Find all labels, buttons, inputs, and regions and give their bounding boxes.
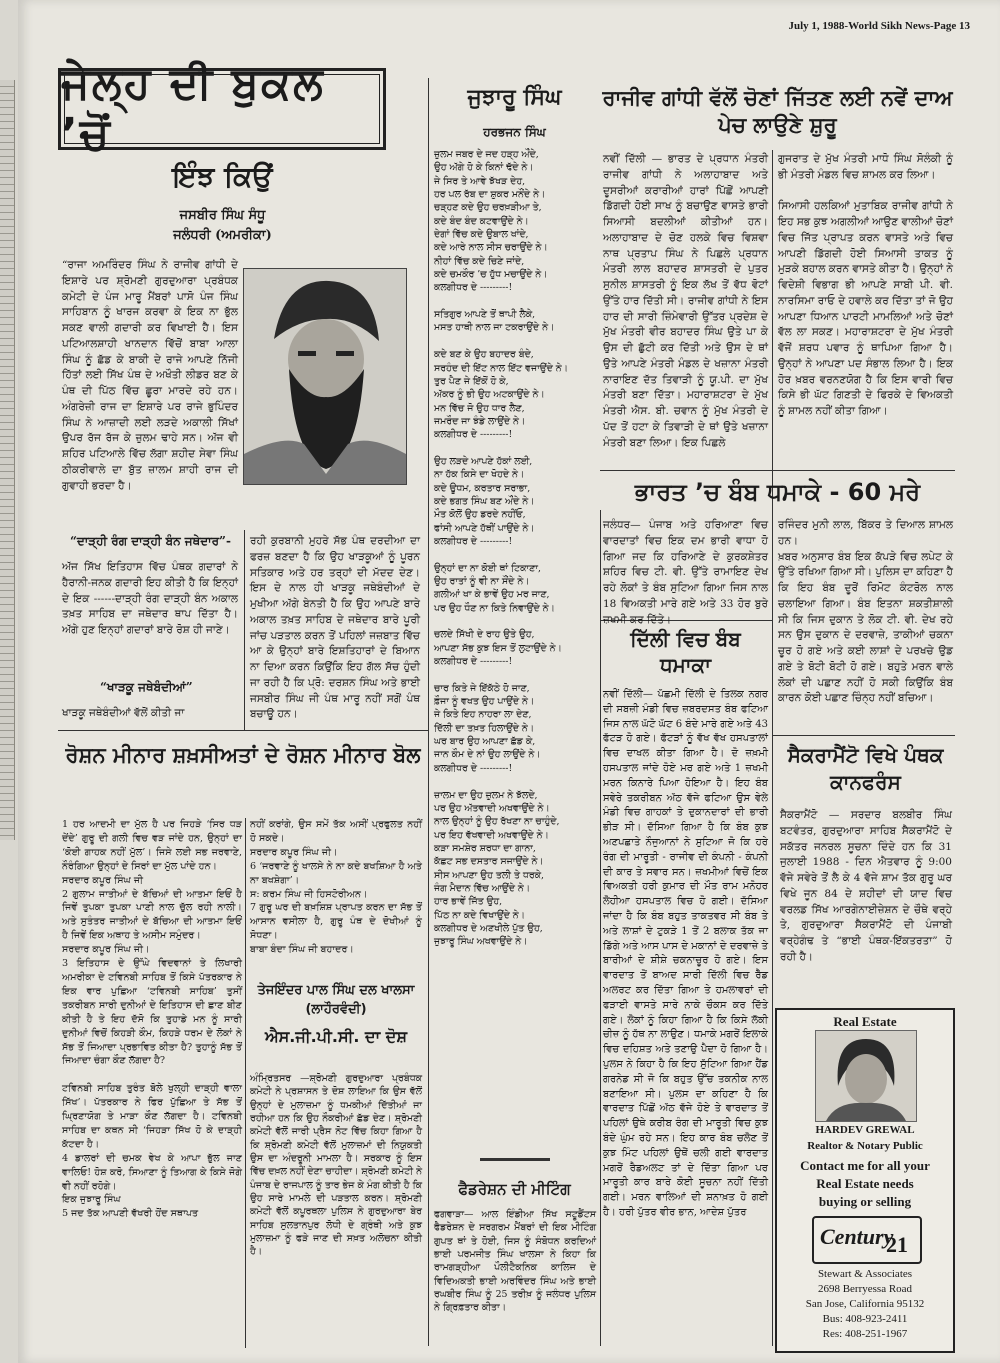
ad-address-2: San Jose, California 95132 xyxy=(805,1298,925,1310)
article7-headline: ਤੇਜਇੰਦਰ ਪਾਲ ਸਿੰਘ ਦਲ ਖਾਲਸਾ (ਲਾਹੌਰਵੰਦੀ) xyxy=(257,983,415,1017)
article2-column-2: ਗੁਜਰਾਤ ਦੇ ਮੁੱਖ ਮੰਤਰੀ ਮਾਧੋ ਸਿੰਘ ਸੋਲੰਕੀ ਨੂੰ ਭੀ ਮੰਤਰੀ ਮੰਡਲ ਵਿਚ ਸ਼ਾਮਲ ਕਰ ਲਿਆ। ਸਿਆਸੀ ਹਲਕਿਆਂ ਮੁਤਾਬਿਕ ਰਾਜੀਵ ਗਾਂਧੀ ਨੇ ਇਹ ਸਭ ਕੁਝ ਅਗਲੀਆਂ ਆਉਣ ਵਾਲੀਆਂ ਚੋਣਾਂ ਵਿਚ ਜਿੱਤ ਪ੍ਰਾਪਤ ਕਰਨ ਵਾਸਤੇ ਅਤੇ ਵਿਚ ਆਪਣੀ ਡਿੱਗਦੀ ਹੋਈ ਸਿਆਸੀ ਤਾਕਤ ਨੂੰ ਮੁੜਕੇ ਬਹਾਲ ਕਰਨ ਵਾਸਤੇ ਕੀਤਾ ਹੈ। ਉਨ੍ਹਾਂ ਨੇ ਵਿਦੇਸ਼ੀ ਵਿਭਾਗ ਭੀ ਆਪਣੇ ਸਾਬੀ ਪੀ. ਵੀ. ਨਾਰਸਿਮਾ ਰਾਓ ਦੇ ਹਵਾਲੇ ਕਰ ਦਿੱਤਾ ਤਾਂ ਜੋ ਉਹ ਆਪਣਾ ਧਿਆਨ ਪਾਰਟੀ ਮਾਮਲਿਆਂ ਅਤੇ ਚੋਣਾਂ ਵੱਲ ਲਾ ਸਕਣ। ਮਹਾਰਾਸ਼ਟਰਾ ਦੇ ਮੁੱਖ ਮੰਤਰੀ ਵੱਜੋਂ ਸ਼ਰਧ ਪਵਾਰ ਨੂੰ ਥਾਪਿਆ ਗਿਆ ਹੈ। ਉਨ੍ਹਾਂ ਨੇ ਆਪਣਾ ਪਦ ਸੰਭਾਲ ਲਿਆ ਹੈ। ਇਕ ਹੋਰ ਖ਼ਬਰ ਵਰਨਣਯੋਗ ਹੈ ਕਿ ਇਸ ਵਾਰੀ ਵਿਚ ਕਿਸੇ ਭੀ ਘੱਟ ਗਿਣਤੀ ਦੇ ਫਿਰਕੇ ਦੇ ਵਿਅਕਤੀ ਨੂੰ ਸ਼ਾਮਲ ਨਹੀਂ ਕੀਤਾ ਗਿਆ। xyxy=(778,153,953,417)
article3-column-1: ਜਲੰਧਰ— ਪੰਜਾਬ ਅਤੇ ਹਰਿਆਣਾ ਵਿਚ ਵਾਰਦਾਤਾਂ ਵਿਚ ਇਕ ਦਮ ਭਾਰੀ ਵਾਧਾ ਹੋ ਗਿਆ ਜਦ ਕਿ ਹਰਿਆਣੇ ਦੇ ਕੁਰਕਸ਼ੇਤਰ ਸ਼ਹਿਰ ਵਿਚ ਟੀ. ਵੀ. ਉੱਤੇ ਰਾਮਾਇਣ ਦੇਖ ਰਹੇ ਲੋਕਾਂ ਤੇ ਬੰਬ ਸੁਟਿਆ ਗਿਆ ਜਿਸ ਨਾਲ 18 ਵਿਅਕਤੀ ਮਾਰੇ ਗਏ ਅਤੇ 33 ਹੋਰ ਬੁਰੇ ਜ਼ਖਮੀ ਕਰ ਦਿੱਤੇ। xyxy=(603,519,768,626)
ad-agent-title: Realtor & Notary Public xyxy=(807,1140,923,1152)
article1-headline: ਇੰਝ ਕਿਉਂ xyxy=(172,160,273,193)
author-photo xyxy=(243,268,407,485)
logo-number: 21 xyxy=(886,1232,908,1257)
article7-body: ਅੰਮ੍ਰਿਤਸਰ —ਸ਼੍ਰੋਮਣੀ ਗੁਰਦੁਆਰਾ ਪ੍ਰਬੰਧਕ ਕਮੇਟੀ ਨੇ ਪ੍ਰਸ਼ਾਸਨ ਤੇ ਦੋਸ਼ ਲਾਇਆ ਕਿ ਉਸ ਵੱਲੋਂ ਉਨ੍ਹਾਂ ਦੇ ਮੁਲਾਜ਼ਮਾ ਨੂੰ ਧਮਕੀਆਂ ਦਿੱਤੀਆਂ ਜਾ ਰਹੀਆ ਹਨ ਕਿ ਉਹ ਨੌਕਰੀਆਂ ਛੱਡ ਦੇਣ। ਸ਼੍ਰੋਮਣੀ ਕਮੇਟੀ ਵੱਲੋਂ ਜਾਰੀ ਪ੍ਰੈਸ ਨੋਟ ਵਿੱਚ ਕਿਹਾ ਗਿਆ ਹੈ ਕਿ ਸ਼੍ਰੋਮਣੀ ਕਮੇਟੀ ਵੱਲੋਂ ਮੁਲਾਜ਼ਮਾਂ ਦੀ ਨਿਯੁਕਤੀ ਉਸ ਦਾ ਅੰਦਰੂਨੀ ਮਾਮਲਾ ਹੈ। ਸਰਕਾਰ ਨੂੰ ਇਸ ਵਿੱਚ ਦਖ਼ਲ ਨਹੀਂ ਦੇਣਾ ਚਾਹੀਦਾ। ਸ਼੍ਰੋਮਣੀ ਕਮੇਟੀ ਨੇ ਪੰਜਾਬ ਦੇ ਰਾਜਪਾਲ ਨੂੰ ਤਾਰ ਭੇਜ ਕੇ ਮੰਗ ਕੀਤੀ ਹੈ ਕਿ ਉਹ ਸਾਰੇ ਮਾਮਲੇ ਦੀ ਪੜਤਾਲ ਕਰਨ। ਸ਼੍ਰੋਮਣੀ ਕਮੇਟੀ ਵੱਲੋਂ ਕਪੂਰਥਲਾ ਪੁਲਿਸ ਨੇ ਗੁਰਦੁਆਰਾ ਬੇਰ ਸਾਹਿਬ ਸੁਲਤਾਨਪੁਰ ਲੋਧੀ ਦੇ ਗ੍ਰੰਥੀ ਅਤੇ ਕੁਝ ਮੁਲਾਜ਼ਮਾ ਨੂੰ ਫੜੇ ਜਾਣ ਦੀ ਸਖ਼ਤ ਅਲੋਚਨਾ ਕੀਤੀ ਹੈ। xyxy=(250,1073,422,1258)
column-divider xyxy=(244,530,245,730)
article5-body: ਸੈਕਰਾਮੈਂਟੋ — ਸਰਦਾਰ ਬਲਬੀਰ ਸਿੰਘ ਬਟਵੰਤਰ, ਗੁਰਦੁਆਰਾ ਸਾਹਿਬ ਸੈਕਰਾਮੈਂਟੋ ਦੇ ਸਕੱਤਰ ਜਨਰਲ ਸੂਚਨਾ ਦਿੰਦੇ ਹਨ ਕਿ 31 ਜੁਲਾਈ 1988 - ਦਿਨ ਐਤਵਾਰ ਨੂੰ 9:00 ਵੱਜੇ ਸਵੇਰੇ ਤੋਂ ਲੈ ਕੇ 4 ਵੱਜੇ ਸ਼ਾਮ ਤੱਕ ਗੁਰੂ ਘਰ ਵਿਖੇ ਜੂਨ 84 ਦੇ ਸ਼ਹੀਦਾਂ ਦੀ ਯਾਦ ਵਿਚ ਵਰਲਡ ਸਿੱਖ ਆਰਗੇਨਾਈਜ਼ੇਸ਼ਨ ਦੇ ਚੌਥੇ ਵਰ੍ਹੇ ਤੇ, ਗੁਰਦੁਆਰਾ ਸੈਕਰਾਮੈਂਟੋ ਦੀ ਪੰਜਾਬੀ ਵਰ੍ਹੇਗੰਢ ਤੇ “ਭਾਈ ਪੰਥਕ-ਇੱਕਤਰਤਾ” ਹੋ ਰਹੀ ਹੈ। xyxy=(780,809,952,963)
article1-subhead-2: “ਖਾੜਕੂ ਜਥੇਬੰਦੀਆਂ” xyxy=(100,680,193,694)
poem-text: ਜ਼ੁਲਮ ਜਬਰ ਦੇ ਜਦ ਹੜ੍ਹ ਔਂਦੇ, ਉਹ ਅੱਗੇ ਹੋ ਕੇ ਕਿਨਾਂ ਢੱਦੇ ਨੇ। ਜੇ ਸਿਰ ਤੇ ਆਵੇ ਝੱਖੜ ਦੇਹ, ਹਰ ਪਲ ਰੱਬ ਦਾ ਸ਼ੁਕਰ ਮਨੌਂਦੇ ਨੇ। ਚੜ੍ਹਣ ਕਦੇ ਉਹ ਚਰਖ਼ੜੀਆ ਤੇ, ਕਦੇ ਬੰਦ ਬੰਦ ਕਟਵਾਉਂਦੇ ਨੇ। ਦੇਗਾਂ ਵਿੱਚ ਕਦੇ ਉਬਾਲ ਖਾਂਦੇ, ਕਦੇ ਆਰੇ ਨਾਲ ਸੀਸ ਚਰਾਉਂਦੇ ਨੇ। ਨੀਹਾਂ ਵਿੱਚ ਕਦੇ ਚਿਣੇ ਜਾਂਦੇ, ਕਦੇ ਚਮਕੌਰ ’ਚ ਹੁੱਧ ਮਚਾਉਂਦੇ ਨੇ। ਕਲਗੀਧਰ ਦੇ ---------! ਸਤਿਗੁਰ ਆਪਣੇ ਤੋਂ ਥਾਪੀ ਲੈਕੇ, ਮਸਤ ਹਾਥੀ ਨਾਲ ਜਾ ਟਕਰਾਉਂਦੇ ਨੇ। ਕਦੇ ਬਣ ਕੇ ਉਹ ਬਹਾਦਰ ਬੰਦੇ, ਸਰਹੰਦ ਦੀ ਇੱਟ ਨਾਲ ਇੱਟ ਵਜਾਉਂਦੇ ਨੇ। ਤੁਰ ਪੈਣ ਜੇ ਇੱਕੋਂ ਹੋ ਕੇ, ਅੱਕਰ ਨੂੰ ਭੀ ਉਹ ਅਟਕਾਉਂਦੇ ਨੇ। ਮਨ ਵਿੱਚ ਜੋ ਉਹ ਧਾਰ ਲੈਣ, ਜਮਰੌਦ ਜਾ ਝੰਡੇ ਲਾਉਂਦੇ ਨੇ। ਕਲਗੀਧਰ ਦੇ ---------! ਉਹ ਲੜਦੇ ਆਪਣੇ ਹੱਕਾਂ ਲਈ, ਨਾ ਹੱਕ ਕਿਸੇ ਦਾ ਖੋਹਦੇ ਨੇ। ਕਦੇ ਊਧਮ, ਕਰਤਾਰ ਸਰਾਭਾ, ਕਦੇ ਭਗਤ ਸਿੰਘ ਬਣ ਔਂਦੇ ਨੇ। ਮੌਤ ਕੋਲੋਂ ਉਹ ਡਰਦੇ ਨਹੀਂਓ, ਫਾਂਸੀ ਆਪਣੇ ਹੱਥੀਂ ਪਾਉਂਦੇ ਨੇ। ਕਲਗੀਧਰ ਦੇ ---------! ਉਨ੍ਹਾਂ ਦਾ ਨਾ ਕੋਈ ਥਾਂ ਟਿਕਾਣਾ, ਉਹ ਰਾਤਾਂ ਨੂੰ ਵੀ ਨਾ ਸੌਂਦੇ ਨੇ। ਗਲੀਆਂ ਖਾ ਕੇ ਭਾਵੇਂ ਉਹ ਮਰ ਜਾਣ, ਪਰ ਉਹ ਧੌਣ ਨਾ ਕਿਤੇ ਨਿਵਾਉਂਦੇ ਨੇ। ਚਲਦੇ ਸਿੱਖੀ ਦੇ ਰਾਹ ਉਤੇ ਉਹ, ਆਪਣਾ ਸੱਭ ਕੁਝ ਇਸ ਤੋਂ ਲੁਟਾਉਂਦੇ ਨੇ। ਕਲਗੀਧਰ ਦੇ ---------! ਚਾਰ ਕਿਤੇ ਜੇ ਇੱਕੱਠੇ ਹੋ ਜਾਣ, ਫ਼ੌਜਾ ਨੂੰ ਵਖਤ ਉਹ ਪਾਉਂਦੇ ਨੇ। ਜੇ ਕਿਤੇ ਇਹ ਨਾਹਰਾ ਲਾ ਦੇਣ, ਦਿੱਲੀ ਦਾ ਤਖ਼ਤ ਹਿਲਾਉਂਦੇ ਨੇ। ਘਰ ਬਾਰ ਉਹ ਆਪਣਾ ਛੱਡ ਕੇ, ਜਾਨ ਕੌਮ ਦੇ ਨਾਂ ਉਹ ਲਾਉਂਦੇ ਨੇ। ਕਲਗੀਧਰ ਦੇ ---------! ਜ਼ਾਲਮ ਦਾ ਉਹ ਜ਼ੁਲਮ ਨੇ ਝੱਲਦੇ, ਪਰ ਉਹ ਅੱਤਵਾਦੀ ਅਖਵਾਉਂਦੇ ਨੇ। ਨਾਲ ਉਨ੍ਹਾਂ ਨੂੰ ਉਹ ਰੱਖਣਾ ਨਾ ਚਾਹੁੰਦੇ, ਪਰ ਇਹ ਵੱਖਵਾਦੀ ਅਖਵਾਉਂਦੇ ਨੇ। ਕੜਾ ਸਮਸ਼ੇਰ ਸ਼ਰਧਾ ਦਾ ਗਾਨਾ, ਕੱਛਟ ਸਭ ਦਸਤਾਰ ਸਜਾਉਂਦੇ ਨੇ। ਸੀਸ ਆਪਣਾ ਉਹ ਤਲੀ ਤੇ ਧਰਕੇ, ਜੰਗ ਮੈਦਾਨ ਵਿੱਚ ਆਉਂਦੇ ਨੇ। ਹਾਰ ਭਾਵੇਂ ਜਿੱਤ ਉਹ, ਪਿੱਠ ਨਾ ਕਦੇ ਵਿਖਾਉਂਦੇ ਨੇ। ਕਲਗੀਧਰ ਦੇ ਅਣਖੀਲੇ ਪੁੱਤ ਉਹ, ਜੁਝਾਰੂ ਸਿੰਘ ਅਖਵਾਉਂਦੇ ਨੇ। xyxy=(434,149,568,948)
column-masthead: ਜੇਲ੍ਹ ਦੀ ਬੁਕਲ ’ਚੋਂ xyxy=(58,68,386,150)
logo-text: Century xyxy=(820,1224,894,1249)
article1-subhead-1: “ਦਾੜ੍ਹੀ ਰੰਗ ਦਾੜ੍ਹੀ ਬੰਨ ਜਥੇਦਾਰ”- xyxy=(70,534,231,548)
article1-body: “ਰਾਜਾ ਅਮਰਿੰਦਰ ਸਿੰਘ ਨੇ ਰਾਜੀਵ ਗਾਂਧੀ ਦੇ ਇਸ਼ਾਰੇ ਪਰ ਸ਼੍ਰੋਮਣੀ ਗੁਰਦੁਆਰਾ ਪ੍ਰਬੰਧਕ ਕਮੇਟੀ ਦੇ ਪੰਜ ਮਾਰੂ ਮੈਂਬਰਾਂ ਪਾਸੋ ਪੰਜ ਸਿੰਘ ਸਾਹਿਬਾਨ ਨੂੰ ਖਾਰਜ ਕਰਵਾ ਕੇ ਇਕ ਨਾ ਭੁੱਲ ਸਕਣ ਵਾਲੀ ਗਦਾਰੀ ਕਰ ਵਿਖਾਈ ਹੈ। ਇਸ ਪਟਿਆਲਸ਼ਾਹੀ ਖਾਨਦਾਨ ਵਿੱਚੋਂ ਬਾਬਾ ਆਲਾ ਸਿੰਘ ਨੂੰ ਛੱਡ ਕੇ ਬਾਕੀ ਦੇ ਰਾਜੇ ਆਪਣੇ ਨਿੱਜੀ ਹਿੱਤਾਂ ਲਈ ਸਿੱਖ ਪੰਥ ਦੇ ਅਖੌਤੀ ਲੀਡਰ ਬਣ ਕੇ ਪੰਥ ਦੀ ਪਿੱਠ ਵਿੱਚ ਛੂਰਾ ਮਾਰਦੇ ਰਹੇ ਹਨ। ਅੰਗਰੇਜ਼ੀ ਰਾਜ ਦਾ ਇਸ਼ਾਰੇ ਪਰ ਰਾਜੇ ਭੁਪਿੰਦਰ ਸਿੰਘ ਨੇ ਆਜ਼ਾਦੀ ਲਈ ਲੜਦੇ ਅਕਾਲੀ ਸਿੱਖਾਂ ਉਪਰ ਰੱਜ ਰੱਜ ਕੇ ਜ਼ੁਲਮ ਢਾਹੇ ਸਨ। ਅੱਜ ਵੀ ਸ਼ਹਿਰ ਪਟਿਆਲੇ ਵਿੱਚ ਲੱਗਾ ਸ਼ਹੀਦ ਸੇਵਾ ਸਿੰਘ ਠੀਕਰੀਵਾਲੇ ਦਾ ਬੁੱਤ ਜ਼ਾਲਮ ਸ਼ਾਹੀ ਰਾਜ ਦੀ ਗੁਵਾਹੀ ਭਰਦਾ ਹੈ। xyxy=(62,259,238,492)
column-divider xyxy=(600,510,601,1346)
ad-line-3: buying or selling xyxy=(818,1194,912,1209)
section-divider xyxy=(58,730,428,731)
article2-column-1: ਨਵੀਂ ਦਿੱਲੀ — ਭਾਰਤ ਦੇ ਪ੍ਰਧਾਨ ਮੰਤਰੀ ਰਾਜੀਵ ਗਾਂਧੀ ਨੇ ਅਲਾਹਾਬਾਦ ਅਤੇ ਦੂਸਰੀਆਂ ਕਰਾਰੀਆਂ ਹਾਰਾਂ ਪਿੱਛੋਂ ਆਪਣੀ ਡਿੱਗਦੀ ਹੋਈ ਸਾਖ ਨੂੰ ਬਚਾਉਣ ਵਾਸਤੇ ਭਾਰੀ ਸਿਆਸੀ ਬਦਲੀਆਂ ਕੀਤੀਆਂ ਹਨ। ਅਲਾਹਾਬਾਦ ਦੇ ਚੋਣ ਹਲਕੇ ਵਿਚ ਵਿਸ਼ਵਾ ਨਾਥ ਪ੍ਰਤਾਪ ਸਿੰਘ ਨੇ ਪਿਛਲੇ ਪ੍ਰਧਾਨ ਮੰਤਰੀ ਲਾਲ ਬਹਾਦਰ ਸ਼ਾਸਤਰੀ ਦੇ ਪੁਤਰ ਸੁਨੀਲ ਸ਼ਾਸਤਰੀ ਨੂੰ ਇਕ ਲੱਖ ਤੋਂ ਵੱਧ ਵੋਟਾਂ ਉੱਤੇ ਹਾਰ ਦਿੱਤੀ ਸੀ। ਰਾਜੀਵ ਗਾਂਧੀ ਨੇ ਇਸ ਹਾਰ ਦੀ ਸਾਰੀ ਜ਼ਿੰਮੇਵਾਰੀ ਉੱਤਰ ਪ੍ਰਦੇਸ਼ ਦੇ ਮੁੱਖ ਮੰਤਰੀ ਵੀਰ ਬਹਾਦਰ ਸਿੰਘ ਉਤੇ ਪਾ ਕੇ ਉਸ ਦੀ ਛੁੱਟੀ ਕਰ ਦਿੱਤੀ ਅਤੇ ਉਸ ਦੇ ਥਾਂ ਉਤੇ ਆਪਣੇ ਮੰਤਰੀ ਮੰਡਲ ਦੇ ਖਜ਼ਾਨਾ ਮੰਤਰੀ ਨਾਰਾਇਣ ਦੱਤ ਤਿਵਾੜੀ ਨੂੰ ਯੂ.ਪੀ. ਦਾ ਮੁੱਖ ਮੰਤਰੀ ਬਣਾ ਦਿੱਤਾ। ਮਹਾਰਾਸ਼ਟਰਾ ਦੇ ਮੁੱਖ ਮੰਤਰੀ ਐਸ. ਬੀ. ਚਵਾਨ ਨੂੰ ਮੁੱਖ ਮੰਤਰੀ ਦੇ ਪੱਦ ਤੋਂ ਹਟਾ ਕੇ ਤਿਵਾੜੀ ਦੇ ਥਾਂ ਉਤੇ ਖਜ਼ਾਨਾ ਮੰਤਰੀ ਬਣਾ ਲਿਆ। ਇਕ ਪਿਛਲੇ xyxy=(603,153,768,449)
article8-headline: ਫੈਡਰੇਸ਼ਨ ਦੀ ਮੀਟਿੰਗ xyxy=(458,1180,571,1198)
poem-end-rule xyxy=(480,1158,550,1161)
agent-portrait-icon xyxy=(816,1031,916,1121)
article1-column-2: ਰਹੀ ਕੁਰਬਾਨੀ ਮੁਹਰੇ ਸੱਭ ਪੰਥ ਦਰਦੀਆ ਦਾ ਫਰਜ਼ ਬਣਦਾ ਹੈ ਕਿ ਉਹ ਖਾੜਕੂਆਂ ਨੂੰ ਪੂਰਨ ਸਤਿਕਾਰ ਅਤੇ ਹਰ ਤਰ੍ਹਾਂ ਦੀ ਮੱਦਦ ਦੇਣ। ਇਸ ਦੇ ਨਾਲ ਹੀ ਖਾੜਕੂ ਜਥੇਬੰਦੀਆਂ ਦੇ ਮੁਖੀਆ ਅੱਗੇ ਬੇਨਤੀ ਹੈ ਕਿ ਉਹ ਆਪਣੇ ਬਾਰੇ ਅਕਾਲ ਤਖ਼ਤ ਸਾਹਿਬ ਦੇ ਜਥੇਦਾਰ ਬਾਰੇ ਪੂਰੀ ਜਾਂਚ ਪੜਤਾਲ ਕਰਨ ਤੋਂ ਪਹਿਲਾਂ ਜਜ਼ਬਾਤ ਵਿੱਚ ਆ ਕੇ ਉਨ੍ਹਾਂ ਬਾਰੇ ਇਸ਼ਤਿਹਾਰਾਂ ਦੇ ਬਿਆਨ ਨਾ ਦਿਆ ਕਰਨ ਕਿਉਂਕਿ ਇਹ ਗੱਲ ਸੱਚ ਹੁੰਦੀ ਜਾ ਰਹੀ ਹੈ ਕਿ ਪ੍ਰੋ: ਦਰਸ਼ਨ ਸਿੰਘ ਅਤੇ ਭਾਈ ਜਸਬੀਰ ਸਿੰਘ ਜੀ ਪੰਥ ਮਾਰੂ ਨਹੀਂ ਸਗੋਂ ਪੰਥ ਬਚਾਊ ਹਨ। xyxy=(250,535,420,721)
article6-column-2: ਨਹੀਂ ਕਰਾਂਗੇ, ਉਸ ਸਮੇਂ ਤੱਕ ਅਸੀਂ ਪ੍ਰਫੁਲਤ ਨਹੀਂ ਹੋ ਸਕਦੇ। ਸਰਦਾਰ ਕਪੂਰ ਸਿੰਘ ਜੀ। 6 ‘ਜਰਵਾਣੇ ਨੂੰ ਖਾਲਸੇ ਨੇ ਨਾ ਕਦੇ ਬਖਸ਼ਿਆ ਹੈ ਅਤੇ ਨਾ ਬਖਸ਼ੇਗਾ’। ਸ: ਕਰਮ ਸਿੰਘ ਜੀ ਹਿਸਟੋਰੀਅਨ। 7 ਗੁਰੂ ਘਰ ਦੀ ਬਖ਼ਸ਼ਿਸ਼ ਪ੍ਰਾਪਤ ਕਰਨ ਦਾ ਸੱਭ ਤੋਂ ਆਸਾਨ ਵਸੀਲਾ ਹੈ, ਗੁਰੂ ਪੰਥ ਦੇ ਦੋਖੀਆਂ ਨੂੰ ਸੋਧਣਾ। ਬਾਬਾ ਬੰਦਾ ਸਿੰਘ ਜੀ ਬਹਾਦਰ। xyxy=(250,819,422,956)
section-divider xyxy=(600,470,955,471)
column-divider xyxy=(428,78,429,1346)
column-divider xyxy=(245,818,246,1348)
ad-address-1: 2698 Berryessa Road xyxy=(817,1283,913,1295)
author-portrait-icon xyxy=(244,269,406,484)
poem-author: ਹਰਭਜਨ ਸਿੰਘ xyxy=(483,125,546,139)
poem-title: ਜੁਝਾਰੂ ਸਿੰਘ xyxy=(467,85,562,110)
ad-line-1: Contact me for all your xyxy=(800,1158,930,1173)
ad-line-2: Real Estate needs xyxy=(816,1176,914,1191)
article6-column-1: 1 ਹਰ ਆਦਮੀ ਦਾ ਮੁੱਲ ਹੈ ਪਰ ਜਿਹੜੇ ‘ਸਿਰ ਧੜ ਦੇਂਦੇ’ ਗੁਰੂ ਦੀ ਗਲੀ ਵਿਚ ਵੜ ਜਾਂਦੇ ਹਨ, ਉਨ੍ਹਾਂ ਦਾ ‘ਕੋਈ ਗਾਹਕ ਨਹੀਂ ਮੁੱਲ’। ਜਿਸੇ ਲਈ ਸਭ ਜਰਵਾਣੇ, ਨੌਰੰਗਿਆ ਉਨ੍ਹਾਂ ਦੇ ਸਿਰਾਂ ਦਾ ਮੁੱਲ ਪਾਂਦੇ ਹਨ। ਸਰਦਾਰ ਕਪੂਰ ਸਿੰਘ ਜੀ 2 ਗੁਲਾਮ ਜਾਤੀਆਂ ਦੇ ਬੱਚਿਆਂ ਦੀ ਆਤਮਾ ਇਓਂ ਹੈ ਜਿਵੇਂ ਤੁਪਕਾ ਤੁਪਕਾ ਪਾਣੀ ਨਾਲ ਚੁੱਲ ਰਹੀ ਨਾਲੀ। ਅਤੇ ਸੁਤੰਤਰ ਜਾਤੀਆਂ ਦੇ ਬੱਚਿਆ ਦੀ ਆਤਮਾ ਇਓਂ ਹੈ ਜਿਵੇਂ ਇਕ ਅਥਾਹ ਤੇ ਅਸੀਮ ਸਮੁੰਦਰ। ਸਰਦਾਰ ਕਪੂਰ ਸਿੰਘ ਜੀ। 3 ਇਤਿਹਾਸ ਦੇ ਉੱਘੇ ਵਿਦਵਾਨਾਂ ਤੇ ਲਿਖਾਰੀ ਅਮਰੀਕਾ ਦੇ ਟਵਿਨਬੀ ਸਾਹਿਬ ਤੋਂ ਕਿਸੇ ਪੱਤਰਕਾਰ ਨੇ ਇਕ ਵਾਰ ਪੁਛਿਆ ‘ਟਵਿਨਬੀ ਸਾਹਿਬ’ ਤੁਸੀਂ ਤਕਰੀਬਨ ਸਾਰੀ ਦੁਨੀਆਂ ਦੇ ਇਤਿਹਾਸ ਦੀ ਛਾਣ ਬੀਣ ਕੀਤੀ ਹੈ ਤੇ ਇਹ ਦੱਸੋ ਕਿ ਤੁਹਾਡੇ ਮਨ ਨੂੰ ਸਾਰੀ ਦੁਨੀਆਂ ਵਿਚੋਂ ਕਿਹੜੀ ਕੌਮ, ਕਿਹੜੇ ਧਰਮ ਦੇ ਲੋਕਾਂ ਨੇ ਸੱਭ ਤੋਂ ਜਿਆਦਾ ਪ੍ਰਭਾਵਿਤ ਕੀਤਾ ਹੈ? ਤੁਹਾਨੂੰ ਸੱਭ ਤੋਂ ਜਿਆਦਾ ਚੰਗਾ ਕੌਣ ਲੱਗਦਾ ਹੈ? ਟਵਿਨਬੀ ਸਾਹਿਬ ਤੁਰੰਤ ਬੋਲੇ ਖੁਲ੍ਹੀ ਦਾੜ੍ਹੀ ਵਾਲਾ ਸਿੱਖ’। ਪੱਤਰਕਾਰ ਨੇ ਫਿਰ ਪੁੱਛਿਆ ਤੇ ਸੱਭ ਤੋਂ ਘ੍ਰਿਣਾਯੋਗ ਤੇ ਮਾੜਾ ਕੌਣ ਲੱਗਦਾ ਹੈ। ਟਵਿਨਬੀ ਸਾਹਿਬ ਦਾ ਕਥਨ ਸੀ ‘ਜਿਹੜਾ ਸਿੱਖ ਹੋ ਕੇ ਦਾੜ੍ਹੀ ਕੱਟਦਾ ਹੈ। 4 ਡਾਲਰਾਂ ਦੀ ਚਮਕ ਵੇਖ ਕੇ ਆਪਾ ਭੁੱਲ ਜਾਣ ਵਾਲਿਓ! ਹੋਸ਼ ਕਰੋ, ਸਿਆਣਾ ਨੂੰ ਤਿਆਗ ਕੇ ਕਿਸੇ ਜੋਗੇ ਵੀ ਨਹੀਂ ਰਹੋਗੇ। ਇਕ ਜੁਝਾਰੂ ਸਿੰਘ 5 ਜਦ ਤੱਕ ਆਪਣੀ ਵੱਖਰੀ ਹੋਂਦ ਸਥਾਪਤ xyxy=(62,819,242,1220)
article8-body: ਫਗਵਾੜਾ— ਆਲ ਇੰਡੀਆ ਸਿੱਖ ਸਟੂਡੈਂਟਸ ਫੈਡਰੇਸ਼ਨ ਦੇ ਸਰਗਰਮ ਮੈਂਬਰਾਂ ਦੀ ਇਕ ਮੀਟਿੰਗ ਗੁਪਤ ਥਾਂ ਤੇ ਹੋਈ, ਜਿਸ ਨੂੰ ਸੰਬੋਧਨ ਕਰਦਿਆਂ ਭਾਈ ਪਰਮਜੀਤ ਸਿੰਘ ਖਾਲਸਾ ਨੇ ਕਿਹਾ ਕਿ ਰਾਮਗੜ੍ਹੀਆ ਪੌਲੀਟੈਕਨਿਕ ਕਾਲਿਜ ਦੇ ਵਿਦਿਅਕਤੀ ਭਾਈ ਅਰਵਿੰਦਰ ਸਿੰਘ ਅਤੇ ਭਾਈ ਰਘਬੀਰ ਸਿੰਘ ਨੂੰ 25 ਤਰੀਖ਼ ਨੂੰ ਜਲੰਧਰ ਪੁਲਿਸ ਨੇ ਗ੍ਰਿਫ਼ਤਾਰ ਕੀਤਾ। xyxy=(434,1209,596,1314)
article5-headline: ਸੈਕਰਾਮੈਂਟੋ ਵਿਖੇ ਪੰਥਕ ਕਾਨਫਰੰਸ xyxy=(787,743,944,794)
ad-bus-phone: Bus: 408-923-2411 xyxy=(822,1313,908,1325)
article1-byline-location: ਜਲੰਧਰੀ (ਅਮਰੀਕਾ) xyxy=(173,228,272,243)
section-divider xyxy=(772,735,955,736)
ad-agent-name: HARDEV GREWAL xyxy=(815,1124,915,1136)
ad-heading: Real Estate xyxy=(833,1014,897,1029)
page-header: July 1, 1988-World Sikh News-Page 13 xyxy=(788,20,970,32)
article4-body: ਨਵੀਂ ਦਿੱਲੀ— ਪੱਛਮੀ ਦਿੱਲੀ ਦੇ ਤਿਲਕ ਨਗਰ ਦੀ ਸਬਜ਼ੀ ਮੰਡੀ ਵਿਚ ਜ਼ਬਰਦਸਤ ਬੰਬ ਫਟਿਆ ਜਿਸ ਨਾਲ ਘੱਟੋ ਘੱਟ 6 ਬੰਦੇ ਮਾਰੇ ਗਏ ਅਤੇ 43 ਫੱਟੜ ਹੋ ਗਏ। ਫੱਟੜਾਂ ਨੂੰ ਵੱਖ ਵੱਖ ਹਸਪਤਾਲਾਂ ਵਿਚ ਦਾਖਲ ਕੀਤਾ ਗਿਆ ਹੈ। ਦੋ ਜ਼ਖ਼ਮੀ ਹਸਪਤਾਲ ਜਾਂਦੇ ਹੋਏ ਮਰ ਗਏ ਅਤੇ 1 ਜ਼ਖਮੀ ਮਰਨ ਕਿਨਾਰੇ ਪਿਆ ਹੋਇਆ ਹੈ। ਇਹ ਬੰਬ ਸਵੇਰੇ ਤਕਰੀਬਨ ਅੱਠ ਵੱਜੇ ਫਟਿਆ ਉਸ ਵੇਲੇ ਮੰਡੀ ਵਿਚ ਗਾਹਕਾਂ ਤੇ ਦੁਕਾਨਦਾਰਾਂ ਦੀ ਭਾਰੀ ਭੀੜ ਸੀ। ਦੱਸਿਆ ਗਿਆ ਹੈ ਕਿ ਬੰਬ ਕੁਝ ਅਣਪਛਾਤੇ ਨੌਜੁਆਨਾਂ ਨੇ ਸੁਟਿਆ ਜੋ ਕਿ ਹਰੇ ਰੰਗ ਦੀ ਮਾਰੂਤੀ - ਰਾਜੀਵ ਦੀ ਕੰਪਨੀ - ਕੰਪਨੀ ਦੀ ਕਾਰ ਤੇ ਸਵਾਰ ਸਨ। ਜ਼ਖਮੀਆਂ ਵਿਚੋਂ ਇਕ ਵਿਅਕਤੀ ਹਰੀ ਕੁਮਾਰ ਦੀ ਮੌਤ ਰਾਮ ਮਨੋਹਰ ਲੋਹੀਆ ਹਸਪਤਾਲ ਵਿਚ ਹੋ ਗਈ। ਦੱਸਿਆ ਜਾਂਦਾ ਹੈ ਕਿ ਬੰਬ ਬਹੁਤ ਤਾਕਤਵਰ ਸੀ ਬੰਬ ਤੇ ਅਤੇ ਲਾਸ਼ਾਂ ਦੇ ਟੁਕੜੇ 1 ਤੋਂ 2 ਬਲਾਕ ਤੱਕ ਜਾ ਡਿੱਗੇ ਅਤੇ ਆਸ ਪਾਸ ਦੇ ਮਕਾਨਾਂ ਦੇ ਦਰਵਾਜ਼ੇ ਤੇ ਬਾਰੀਆਂ ਦੇ ਸ਼ੀਸ਼ੇ ਚਕਨਾਚੂਰ ਹੋ ਗਏ। ਇਸ ਵਾਰਦਾਤ ਤੋਂ ਬਾਅਦ ਸਾਰੀ ਦਿੱਲੀ ਵਿਚ ਰੈੱਡ ਅਲਰਟ ਕਰ ਦਿੱਤਾ ਗਿਆ ਤੇ ਹਮਲਾਵਰਾਂ ਦੀ ਫੜਾਈ ਵਾਸਤੇ ਸਾਰੇ ਨਾਕੇ ਚੌਕਸ ਕਰ ਦਿੱਤੇ ਗਏ। ਲੋਕਾਂ ਨੂੰ ਕਿਹਾ ਗਿਆ ਹੈ ਕਿ ਕਿਸੇ ਲੱਕੀ ਚੀਜ਼ ਨੂੰ ਹੱਥ ਨਾ ਲਾਉਣ। ਧਮਾਕੇ ਮਗਰੋਂ ਇਲਾਕੇ ਵਿਚ ਦਹਿਸ਼ਤ ਅਤੇ ਤਣਾਉ ਪੈਦਾ ਹੋ ਗਿਆ ਹੈ। ਪੁਲਸ ਨੇ ਕਿਹਾ ਹੈ ਕਿ ਇਹ ਸੁੱਟਿਆ ਗਿਆ ਹੈਂਡ ਗਰਨੇਡ ਸੀ ਜੋ ਕਿ ਬਹੁਤ ਉੱਚ ਤਕਨੀਕ ਨਾਲ ਬਣਾਇਆ ਸੀ। ਪੁਲਸ ਦਾ ਕਹਿਣਾ ਹੈ ਕਿ ਵਾਰਦਾਤ ਪਿੱਛੋਂ ਅੱਠ ਵੱਜੇ ਹੋਏ ਤੇ ਵਾਰਦਾਤ ਤੋਂ ਪਹਿਲਾਂ ਉਥੇ ਕਰੀਬ ਰੰਗ ਦੀ ਮਾਰੂਤੀ ਵਿਚ ਕੁਝ ਬੰਦੇ ਘੁੰਮ ਰਹੇ ਸਨ। ਇਹ ਕਾਰ ਬੰਬ ਚਲੋਣ ਤੋਂ ਕੁਝ ਮਿੰਟ ਪਹਿਲਾਂ ਉਥੋਂ ਚਲੀ ਗਈ ਵਾਰਦਾਤ ਮਗਰੋਂ ਰੈਡਅਲਟ ਤਾਂ ਦੇ ਦਿੱਤਾ ਗਿਆ ਪਰ ਮਾਰੂਤੀ ਕਾਰ ਬਾਰੇ ਕੋਈ ਸੂਚਨਾ ਨਹੀਂ ਦਿੱਤੀ ਗਈ। ਮਰਨ ਵਾਲਿਆਂ ਦੀ ਸ਼ਨਾਖ਼ਤ ਹੋ ਗਈ ਹੈ। ਹਰੀ ਪੁੱਤਰ ਵੀਰ ਭਾਨ, ਆਦੇਸ਼ ਪੁੱਤਰ xyxy=(603,689,768,1218)
article3-column-2: ਰਜਿੰਦਰ ਮੁਨੀ ਲਾਲ, ਬਿੱਕਰ ਤੇ ਦਿਆਲ ਸ਼ਾਮਲ ਹਨ। ਖ਼ਬਰ ਅਨੁਸਾਰ ਬੰਬ ਇਕ ਕੱਪੜੇ ਵਿਚ ਲਪੇਟ ਕੇ ਉੱਤੇ ਰਖਿਆ ਗਿਆ ਸੀ। ਪੁਲਿਸ ਦਾ ਕਹਿਣਾ ਹੈ ਕਿ ਇਹ ਬੰਬ ਦੂਰੋਂ ਰਿਮੋਟ ਕੰਟਰੋਲ ਨਾਲ ਚਲਾਇਆ ਗਿਆ। ਬੰਬ ਇਤਨਾ ਸ਼ਕਤੀਸ਼ਾਲੀ ਸੀ ਕਿ ਜਿਸ ਦੁਕਾਨ ਤੇ ਲੋਕ ਟੀ. ਵੀ. ਦੇਖ ਰਹੇ ਸਨ ਉਸ ਦੁਕਾਨ ਦੇ ਦਰਵਾਜ਼ੇ, ਤਾਕੀਆਂ ਚਕਨਾ ਚੂਰ ਹੋ ਗਏ ਅਤੇ ਕਈ ਲਾਸ਼ਾਂ ਦੇ ਪਰਖਚੇ ਉਡ ਗਏ ਤੇ ਬੋਟੀ ਬੋਟੀ ਹੋ ਗਏ। ਬਹੁਤੇ ਮਰਨ ਵਾਲੇ ਲੋਕਾਂ ਦੀ ਪਛਾਣ ਨਹੀਂ ਹੋ ਸਕੀ ਕਿਉਂਕਿ ਬੰਬ ਕਾਰਨ ਕੋਈ ਪਛਾਣ ਚਿੰਨ੍ਹ ਨਹੀਂ ਬਚਿਆ। xyxy=(778,519,953,705)
article1-body-3: ਖਾੜਕੂ ਜਥੇਬੰਦੀਆਂ ਵੱਲੋਂ ਕੀਤੀ ਜਾ xyxy=(62,707,185,719)
ad-res-phone: Res: 408-251-1967 xyxy=(822,1328,908,1340)
ad-company: Stewart & Associates xyxy=(817,1268,913,1280)
article1-byline: ਜਸਬੀਰ ਸਿੰਘ ਸੰਧੂ xyxy=(179,208,266,223)
article1-body-2: ਅੱਜ ਸਿੱਖ ਇਤਿਹਾਸ ਵਿੱਚ ਪੰਥਕ ਗਦਾਰਾਂ ਨੇ ਹੈਰਾਨੀ-ਜਨਕ ਗਦਾਰੀ ਇਹ ਕੀਤੀ ਹੈ ਕਿ ਇਨ੍ਹਾਂ ਦੇ ਇਕ ------ਦਾੜ੍ਹੀ ਰੰਗ ਦਾੜ੍ਹੀ ਬੰਨ ਅਕਾਲ ਤਖ਼ਤ ਸਾਹਿਬ ਦਾ ਜਥੇਦਾਰ ਥਾਪ ਦਿੱਤਾ ਹੈ। ਅੱਗੇ ਹੁਣ ਇਨ੍ਹਾਂ ਗਦਾਰਾਂ ਬਾਰੇ ਰੋਸ਼ ਹੀ ਜਾਣੇ। xyxy=(62,561,238,636)
article2-headline: ਰਾਜੀਵ ਗਾਂਧੀ ਵੱਲੋਂ ਚੋਣਾਂ ਜਿੱਤਣ ਲਈ ਨਵੇਂ ਦਾਅ ਪੇਚ ਲਾਉਣੇ ਸ਼ੁਰੂ xyxy=(602,86,953,138)
century21-logo xyxy=(812,1216,922,1264)
column-divider xyxy=(772,150,773,1346)
page-edge-ruler xyxy=(0,80,15,840)
article7-subheadline: ਐਸ.ਜੀ.ਪੀ.ਸੀ. ਦਾ ਦੋਸ਼ xyxy=(264,1027,408,1046)
article6-headline: ਰੋਸ਼ਨ ਮੀਨਾਰ ਸ਼ਖ਼ਸੀਅਤਾਂ ਦੇ ਰੋਸ਼ਨ ਮੀਨਾਰ ਬੋਲ xyxy=(65,743,421,767)
article4-headline: ਦਿੱਲੀ ਵਿਚ ਬੰਬ ਧਮਾਕਾ xyxy=(630,627,741,677)
ad-agent-photo xyxy=(815,1030,917,1122)
article3-headline: ਭਾਰਤ ’ਚ ਬੰਬ ਧਮਾਕੇ - 60 ਮਰੇ xyxy=(634,478,921,506)
